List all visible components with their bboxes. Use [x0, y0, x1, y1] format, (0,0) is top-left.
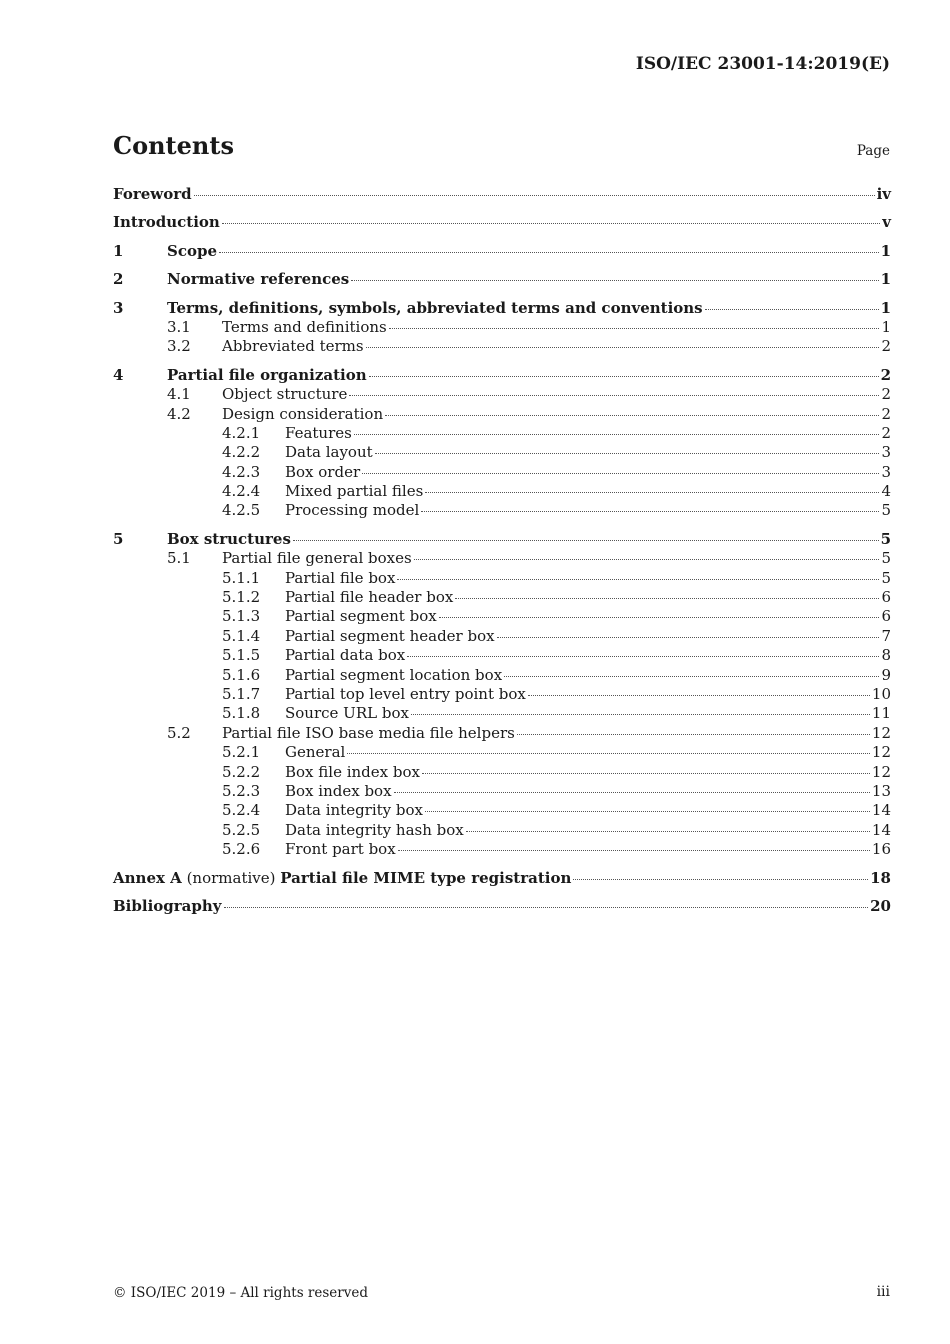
- toc-entry[interactable]: [113, 588, 891, 607]
- dot-leader: [222, 223, 880, 224]
- toc-entry-page: 11: [871, 704, 891, 723]
- toc-entry-number: 4.2.5: [222, 501, 261, 520]
- footer-copyright: © ISO/IEC 2019 – All rights reserved: [113, 1285, 368, 1301]
- toc-entry[interactable]: [113, 724, 891, 743]
- annex-page: 18: [870, 868, 891, 887]
- page-column-label: Page: [856, 143, 890, 159]
- toc-entry-page: 12: [871, 723, 891, 742]
- toc-entry-page: 1: [881, 317, 891, 336]
- toc-entry-number: 5.2.5: [222, 820, 261, 839]
- toc-entry[interactable]: [113, 482, 891, 501]
- toc-entry-page: 13: [871, 781, 891, 800]
- toc-entry-number: 5.1.4: [222, 626, 261, 645]
- toc-entry-title: Partial segment location box: [285, 665, 503, 684]
- toc-entry[interactable]: [113, 743, 891, 762]
- toc-entry[interactable]: [113, 685, 891, 704]
- page-title: Contents: [113, 131, 234, 160]
- toc-entry-number: 5.2.1: [222, 743, 261, 762]
- toc-entry-page: 7: [881, 626, 891, 645]
- toc-entry-title: Data layout: [285, 443, 373, 462]
- toc-entry-page: 16: [871, 840, 891, 859]
- dot-leader: [394, 792, 870, 793]
- dot-leader: [362, 473, 879, 474]
- toc-entry-title: Foreword: [113, 185, 192, 203]
- toc-entry[interactable]: [113, 763, 891, 782]
- toc-entry[interactable]: [113, 299, 891, 318]
- dot-leader: [425, 492, 879, 493]
- toc-entry-title: Box structures: [167, 529, 291, 548]
- toc-entry[interactable]: [113, 501, 891, 520]
- toc-entry-title: Terms, definitions, symbols, abbreviated terms and conventions: [167, 298, 703, 317]
- toc-entry-title: Front part box: [285, 840, 396, 859]
- toc-entry-title: Normative references: [167, 270, 350, 289]
- toc-entry-number: 5.1.5: [222, 646, 261, 665]
- toc-entry-title: Source URL box: [285, 704, 409, 723]
- toc-entry[interactable]: [113, 385, 891, 404]
- dot-leader: [421, 511, 879, 512]
- dot-leader: [351, 280, 878, 281]
- annex-title: Partial file MIME type registration: [280, 868, 572, 887]
- dot-leader: [407, 656, 879, 657]
- toc-entry[interactable]: [113, 840, 891, 859]
- toc-entry-title: Object structure: [222, 385, 348, 404]
- toc-entry-page: 1: [880, 270, 891, 289]
- toc-entry-page: 12: [871, 762, 891, 781]
- dot-leader: [466, 831, 870, 832]
- dot-leader: [398, 850, 870, 851]
- dot-leader: [224, 907, 869, 908]
- toc-entry-page: 12: [871, 743, 891, 762]
- toc-entry-title: Scope: [167, 241, 218, 260]
- toc-entry-number: 5.2.2: [222, 762, 261, 781]
- toc-entry-number: 1: [113, 241, 124, 260]
- toc-entry-page: v: [882, 213, 891, 232]
- toc-entry-page: 2: [881, 423, 891, 442]
- toc-entry-page: 5: [880, 529, 891, 548]
- toc-entry[interactable]: [113, 443, 891, 462]
- toc-entry-title: Mixed partial files: [285, 482, 424, 501]
- toc-entry-number: 2: [113, 270, 124, 289]
- toc-entry[interactable]: [113, 424, 891, 443]
- toc-entry-page: 1: [880, 241, 891, 260]
- toc-entry-page: 10: [871, 684, 891, 703]
- dot-leader: [573, 879, 868, 880]
- dot-leader: [397, 579, 879, 580]
- toc-entry-title: Partial file header box: [285, 588, 454, 607]
- toc-entry-bibliography[interactable]: [113, 897, 891, 916]
- toc-entry[interactable]: [113, 405, 891, 424]
- toc-entry-page: 3: [881, 443, 891, 462]
- toc-entry-number: 4.2.4: [222, 482, 261, 501]
- toc-entry[interactable]: [113, 782, 891, 801]
- dot-leader: [414, 559, 880, 560]
- toc-entry-title: Partial segment header box: [285, 626, 495, 645]
- dot-leader: [366, 347, 880, 348]
- dot-leader: [375, 453, 880, 454]
- toc-entry-number: 5.1.7: [222, 684, 261, 703]
- toc-entry-number: 5.1.2: [222, 588, 261, 607]
- toc-entry-page: 2: [880, 365, 891, 384]
- toc-entry-page: 3: [881, 462, 891, 481]
- dot-leader: [369, 376, 879, 377]
- toc-entry[interactable]: [113, 366, 891, 385]
- toc-entry-title: Processing model: [285, 501, 420, 520]
- toc-entry-page: 2: [881, 385, 891, 404]
- dot-leader: [219, 252, 879, 253]
- toc-entry[interactable]: [113, 463, 891, 482]
- toc-entry[interactable]: [113, 530, 891, 549]
- toc-entry-number: 4.2: [167, 404, 191, 423]
- dot-leader: [425, 811, 870, 812]
- dot-leader: [705, 309, 879, 310]
- toc-entry[interactable]: [113, 242, 891, 261]
- toc-entry-title: Box order: [285, 462, 361, 481]
- dot-leader: [411, 714, 870, 715]
- toc-entry-page: 5: [881, 568, 891, 587]
- toc-entry-page: 14: [871, 820, 891, 839]
- toc-entry-title: Box index box: [285, 781, 392, 800]
- dot-leader: [349, 395, 879, 396]
- toc-entry-number: 5.1.3: [222, 607, 261, 626]
- toc-entry[interactable]: [113, 627, 891, 646]
- toc-entry-page: 4: [881, 482, 891, 501]
- toc-entry-title: Features: [285, 423, 352, 442]
- annex-qualifier: (normative): [186, 868, 276, 887]
- dot-leader: [293, 540, 879, 541]
- toc-entry-page: 1: [880, 298, 891, 317]
- toc-entry-number: 3.1: [167, 317, 191, 336]
- toc-entry-number: 4: [113, 365, 124, 384]
- toc-entry-title: Partial data box: [285, 646, 406, 665]
- toc-entry-title: Box file index box: [285, 762, 420, 781]
- toc-entry-title: Data integrity hash box: [285, 820, 464, 839]
- toc-entry-number: 4.2.3: [222, 462, 261, 481]
- toc-entry-page: 14: [871, 801, 891, 820]
- toc-entry-page: 9: [881, 665, 891, 684]
- toc-entry[interactable]: [113, 337, 891, 356]
- toc-entry-annex-a[interactable]: [113, 869, 891, 888]
- toc-entry-page: 5: [881, 549, 891, 568]
- toc-entry-title: Partial file general boxes: [222, 549, 412, 568]
- toc-entry[interactable]: [113, 569, 891, 588]
- bibliography-title: Bibliography: [113, 896, 222, 915]
- toc-entry-page: iv: [876, 185, 891, 203]
- dot-leader: [497, 637, 880, 638]
- toc-entry-title: Partial file organization: [167, 365, 367, 384]
- toc-entry[interactable]: [113, 318, 891, 337]
- toc-entry-title: Abbreviated terms: [222, 337, 364, 356]
- table-of-contents: [113, 185, 891, 916]
- dot-leader: [389, 328, 880, 329]
- toc-entries: [113, 185, 891, 860]
- toc-entry-number: 5.1.8: [222, 704, 261, 723]
- dot-leader: [517, 734, 870, 735]
- toc-entry-number: 4.1: [167, 385, 191, 404]
- toc-entry-number: 5.2.3: [222, 781, 261, 800]
- toc-entry[interactable]: [113, 270, 891, 289]
- footer-page-number: iii: [876, 1284, 890, 1300]
- toc-entry[interactable]: [113, 801, 891, 820]
- toc-entry-title: Terms and definitions: [222, 317, 387, 336]
- toc-entry[interactable]: [113, 549, 891, 568]
- toc-entry-number: 3.2: [167, 337, 191, 356]
- dot-leader: [194, 195, 875, 196]
- toc-entry[interactable]: [113, 185, 891, 204]
- toc-entry[interactable]: [113, 607, 891, 626]
- document-id: ISO/IEC 23001-14:2019(E): [635, 54, 890, 74]
- toc-entry-page: 5: [881, 501, 891, 520]
- dot-leader: [439, 617, 880, 618]
- toc-entry-number: 5.1.6: [222, 665, 261, 684]
- toc-entry-number: 4.2.2: [222, 443, 261, 462]
- toc-entry-page: 6: [881, 607, 891, 626]
- toc-entry-page: 2: [881, 337, 891, 356]
- toc-entry-page: 6: [881, 588, 891, 607]
- dot-leader: [422, 773, 870, 774]
- dot-leader: [354, 434, 880, 435]
- dot-leader: [385, 415, 879, 416]
- toc-entry[interactable]: [113, 646, 891, 665]
- toc-entry-page: 8: [881, 646, 891, 665]
- toc-entry-title: Partial file box: [285, 568, 396, 587]
- toc-entry-number: 3: [113, 298, 124, 317]
- dot-leader: [455, 598, 879, 599]
- toc-entry-title: Partial top level entry point box: [285, 684, 526, 703]
- toc-entry-number: 5.2: [167, 723, 191, 742]
- toc-entry-number: 5.1.1: [222, 568, 261, 587]
- toc-entry-number: 4.2.1: [222, 423, 261, 442]
- toc-entry[interactable]: [113, 666, 891, 685]
- dot-leader: [504, 676, 879, 677]
- toc-entry-number: 5: [113, 529, 124, 548]
- toc-entry[interactable]: [113, 704, 891, 723]
- annex-prefix: Annex A: [113, 868, 182, 887]
- toc-entry-title: General: [285, 743, 346, 762]
- dot-leader: [528, 695, 870, 696]
- toc-entry[interactable]: [113, 821, 891, 840]
- toc-entry-page: 2: [881, 404, 891, 423]
- toc-entry-number: 5.2.4: [222, 801, 261, 820]
- toc-entry-title: Partial segment box: [285, 607, 437, 626]
- toc-entry-title: Partial file ISO base media file helpers: [222, 723, 515, 742]
- toc-entry[interactable]: [113, 213, 891, 232]
- toc-entry-title: Design consideration: [222, 404, 384, 423]
- toc-entry-number: 5.1: [167, 549, 191, 568]
- toc-entry-title: Introduction: [113, 213, 220, 232]
- bibliography-page: 20: [870, 896, 891, 915]
- dot-leader: [347, 753, 870, 754]
- toc-entry-title: Data integrity box: [285, 801, 424, 820]
- toc-entry-number: 5.2.6: [222, 840, 261, 859]
